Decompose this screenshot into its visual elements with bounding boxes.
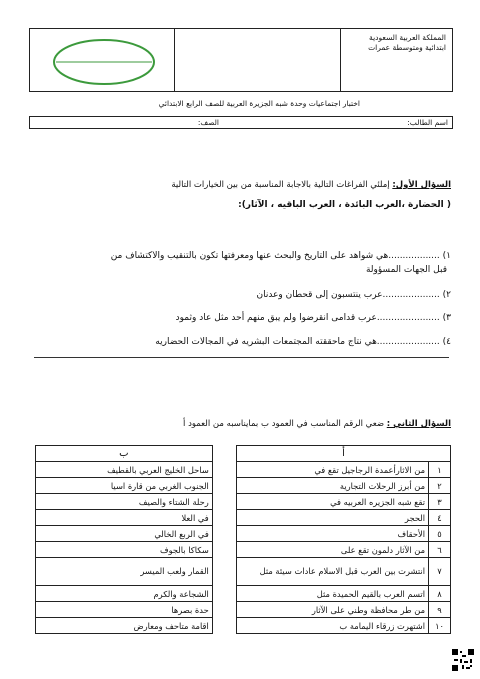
question2-instruction: ضعي الرقم المناسب في العمود ب بمايناسبه من العمود أ — [183, 419, 385, 429]
q1-item-1 — [111, 250, 451, 263]
column-b-cell: الشجاعة والكرم — [36, 586, 213, 602]
column-b-cell: القمار ولعب الميسر — [36, 558, 213, 586]
school-info-cell — [340, 29, 452, 91]
table-row — [36, 618, 451, 634]
row-number: ٨ — [429, 586, 451, 602]
column-a-cell: تقع شبه الجزيره العربيه في — [236, 494, 428, 510]
answer-blank[interactable] — [212, 602, 236, 618]
q1-item-4 — [155, 336, 451, 349]
column-a-cell: الحجر — [236, 510, 428, 526]
qr-code-icon — [452, 649, 474, 671]
answer-blank[interactable] — [212, 558, 236, 586]
column-gap — [212, 446, 236, 462]
item-text: ......................هي نتاج ماحققته المجتمعات البشريه في المجالات الحضاريه — [155, 337, 440, 347]
answer-blank[interactable] — [212, 586, 236, 602]
row-number: ٣ — [429, 494, 451, 510]
row-number: ١ — [429, 462, 451, 478]
logo-cell — [30, 29, 174, 91]
matching-table — [35, 445, 451, 634]
column-b-cell: في الربع الخالي — [36, 526, 213, 542]
row-number: ١٠ — [429, 618, 451, 634]
question1-label: السؤال الأول: — [392, 180, 451, 190]
answer-blank[interactable] — [212, 618, 236, 634]
column-b-cell: ساحل الخليج العربي بالقطيف — [36, 462, 213, 478]
section-divider — [34, 357, 449, 358]
table-row — [36, 558, 451, 586]
logo-icon — [30, 29, 176, 91]
exam-title: اختبار اجتماعيات وحدة شبه الجزيرة العربية للصف الرابع الابتدائي — [158, 99, 360, 108]
column-a-cell: الأحقاف — [236, 526, 428, 542]
answer-blank[interactable] — [212, 462, 236, 478]
row-number: ٥ — [429, 526, 451, 542]
blank-header-cell — [174, 29, 340, 91]
answer-blank[interactable] — [212, 510, 236, 526]
question2-heading — [183, 419, 451, 429]
answer-blank[interactable] — [212, 478, 236, 494]
row-number: ٤ — [429, 510, 451, 526]
column-b-cell: الجنوب الغربي من قارة اسيا — [36, 478, 213, 494]
column-b-cell: حدة بصرها — [36, 602, 213, 618]
item-number: ٤) — [442, 337, 451, 347]
column-a-cell: من الآثار دلمون تقع على — [236, 542, 428, 558]
item-number: ٢) — [442, 290, 451, 300]
student-info-box — [29, 116, 453, 129]
column-b-header: ب — [36, 446, 213, 462]
column-a-cell: اشتهرت زرقاء اليمامة ب — [236, 618, 428, 634]
question1-heading — [171, 180, 451, 190]
table-row — [36, 462, 451, 478]
item-number: ٣) — [442, 313, 451, 323]
q1-item-1-cont: قبل الجهات المسؤولة — [365, 265, 447, 275]
row-number: ٧ — [429, 558, 451, 586]
kingdom-name: المملكة العربية السعودية — [369, 33, 446, 42]
table-header-row — [36, 446, 451, 462]
q1-item-2 — [256, 289, 451, 302]
answer-blank[interactable] — [212, 542, 236, 558]
row-number: ٢ — [429, 478, 451, 494]
row-number: ٦ — [429, 542, 451, 558]
row-number: ٩ — [429, 602, 451, 618]
column-a-cell: من أبرز الرحلات التجارية — [236, 478, 428, 494]
item-text: ......................عرب قدامى انقرضوا ولم يبق منهم أحد مثل عاد وثمود — [175, 313, 440, 323]
table-row — [36, 542, 451, 558]
q1-item-3 — [176, 312, 451, 325]
table-row — [36, 478, 451, 494]
column-a-header: أ — [236, 446, 450, 462]
column-a-cell: من طر محافظة وطني على الآثار — [236, 602, 428, 618]
question1-instruction: إملئي الفراغات التالية بالاجابة المناسبة من بين الخيارات التالية — [171, 180, 390, 190]
table-row — [36, 510, 451, 526]
table-row — [36, 602, 451, 618]
school-name: ابتدائية ومتوسطة عمرات — [368, 43, 446, 52]
answer-blank[interactable] — [212, 494, 236, 510]
column-b-cell: في العلا — [36, 510, 213, 526]
header-box — [29, 28, 453, 92]
column-b-cell: اقامة متاحف ومعارض — [36, 618, 213, 634]
column-a-cell: انتشرت بين العرب قبل الاسلام عادات سيئة مثل — [236, 558, 428, 586]
column-a-cell: من الاثارأعمدة الرجاجيل تقع في — [236, 462, 428, 478]
table-row — [36, 586, 451, 602]
item-text: ....................عرب ينتسبون إلى قحطان وعدنان — [256, 290, 440, 300]
item-number: ١) — [442, 251, 451, 261]
class-label: الصف: — [197, 118, 219, 127]
question2-label: السؤال الثاني : — [386, 419, 451, 429]
table-row — [36, 494, 451, 510]
column-a-cell: اتسم العرب بالقيم الحميدة مثل — [236, 586, 428, 602]
item-text: ..................هي شواهد على التاريخ والبحث عنها ومعرفتها تكون بالتنقيب والاكتشاف من — [110, 251, 440, 261]
question1-choices: ( الحضارة ،العرب البائدة ، العرب الباقيه ، الآثار): — [238, 200, 451, 210]
table-row — [36, 526, 451, 542]
column-b-cell: سكاكا بالجوف — [36, 542, 213, 558]
column-b-cell: رحلة الشتاء والصيف — [36, 494, 213, 510]
answer-blank[interactable] — [212, 526, 236, 542]
student-name-label: اسم الطالب: — [407, 118, 448, 127]
